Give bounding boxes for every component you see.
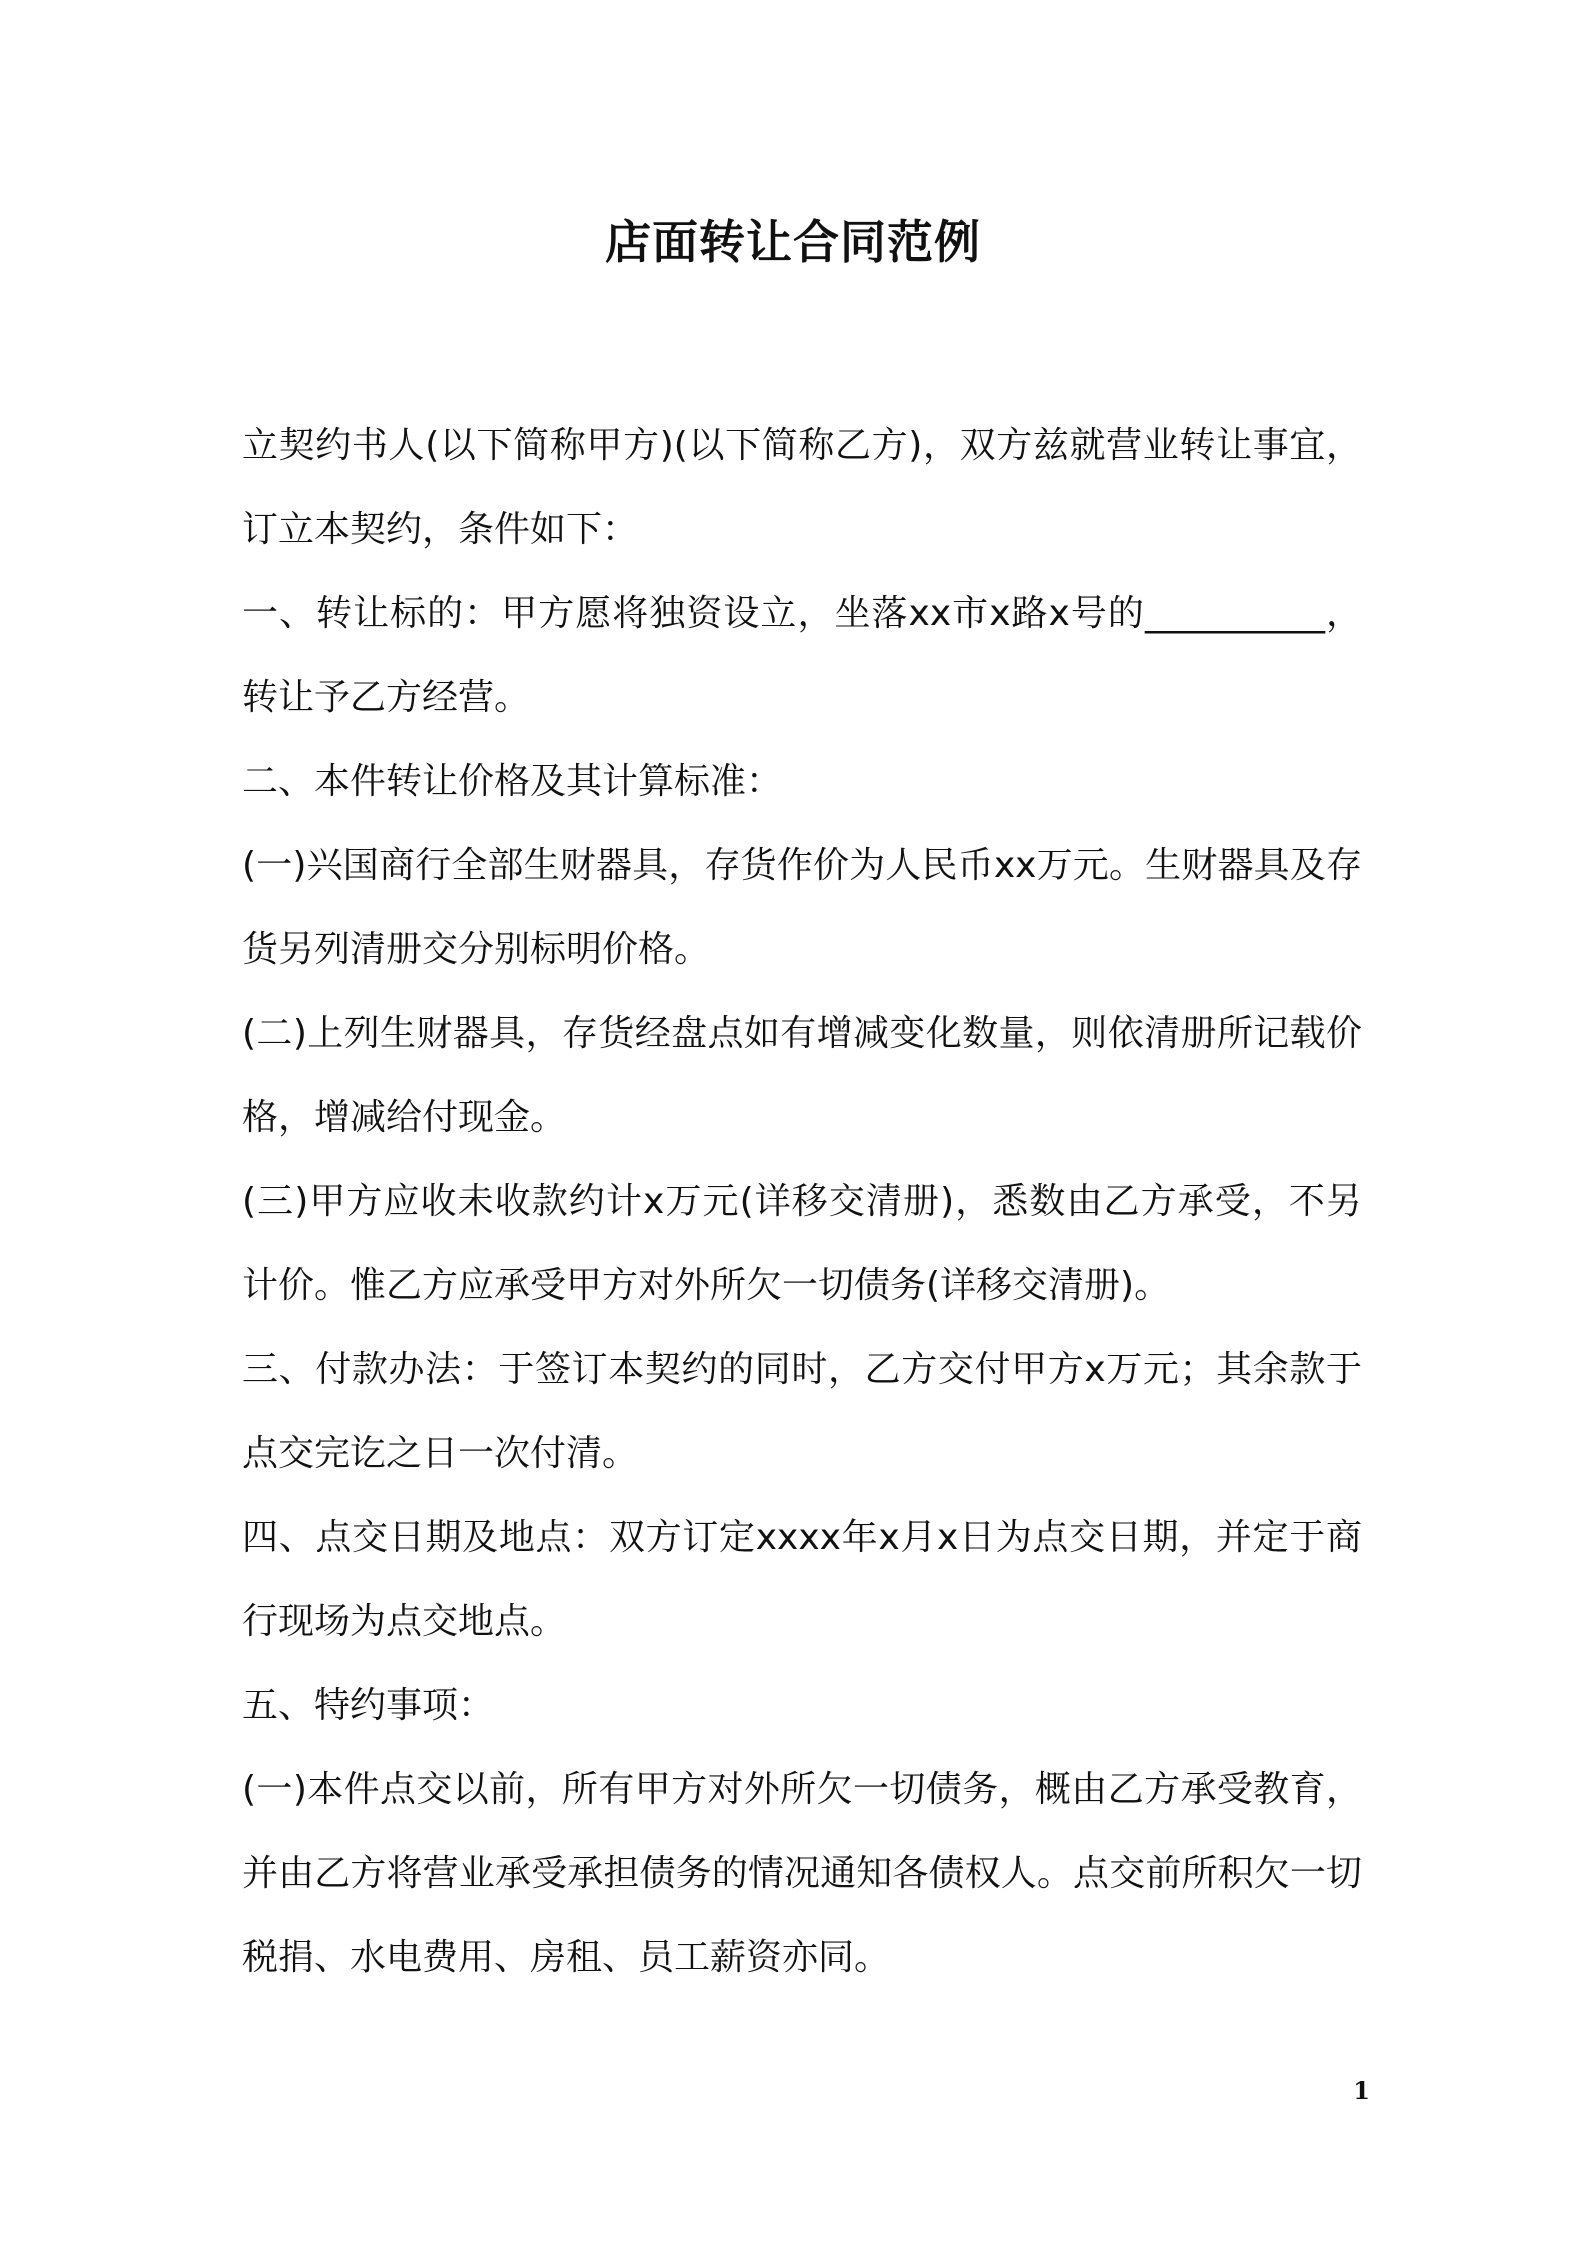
document-body <box>242 404 1362 2000</box>
paragraph-section-1: 一、转让标的：甲方愿将独资设立，坐落xx市x路x号的__________，转让予乙方经营。 <box>242 593 1362 718</box>
paragraph-section-5: 五、特约事项： <box>242 1685 495 1726</box>
paragraph-preamble: 立契约书人(以下简称甲方)(以下简称乙方)，双方兹就营业转让事宜，订立本契约，条件如下： <box>242 425 1362 550</box>
document-title: 店面转让合同范例 <box>605 215 981 269</box>
page-number: 1 <box>1353 2076 1370 2105</box>
paragraph-section-3: 三、付款办法：于签订本契约的同时，乙方交付甲方x万元；其余款于点交完讫之日一次付清。 <box>242 1349 1362 1474</box>
paragraph-section-2-item-2: (二)上列生财器具，存货经盘点如有增减变化数量，则依清册所记载价格，增减给付现金。 <box>242 1013 1362 1138</box>
paragraph-section-2-item-3: (三)甲方应收未收款约计x万元(详移交清册)，悉数由乙方承受，不另计价。惟乙方应承受甲方对外所欠一切债务(详移交清册)。 <box>242 1181 1362 1306</box>
paragraph-section-5-item-1: (一)本件点交以前，所有甲方对外所欠一切债务，概由乙方承受教育，并由乙方将营业承受承担债务的情况通知各债权人。点交前所积欠一切税捐、水电费用、房租、员工薪资亦同。 <box>242 1769 1362 1978</box>
paragraph-section-2: 二、本件转让价格及其计算标准： <box>242 761 783 802</box>
paragraph-section-2-item-1: (一)兴国商行全部生财器具，存货作价为人民币xx万元。生财器具及存货另列清册交分别标明价格。 <box>242 845 1362 970</box>
paragraph-section-4: 四、点交日期及地点：双方订定xxxx年x月x日为点交日期，并定于商行现场为点交地点。 <box>242 1517 1362 1642</box>
